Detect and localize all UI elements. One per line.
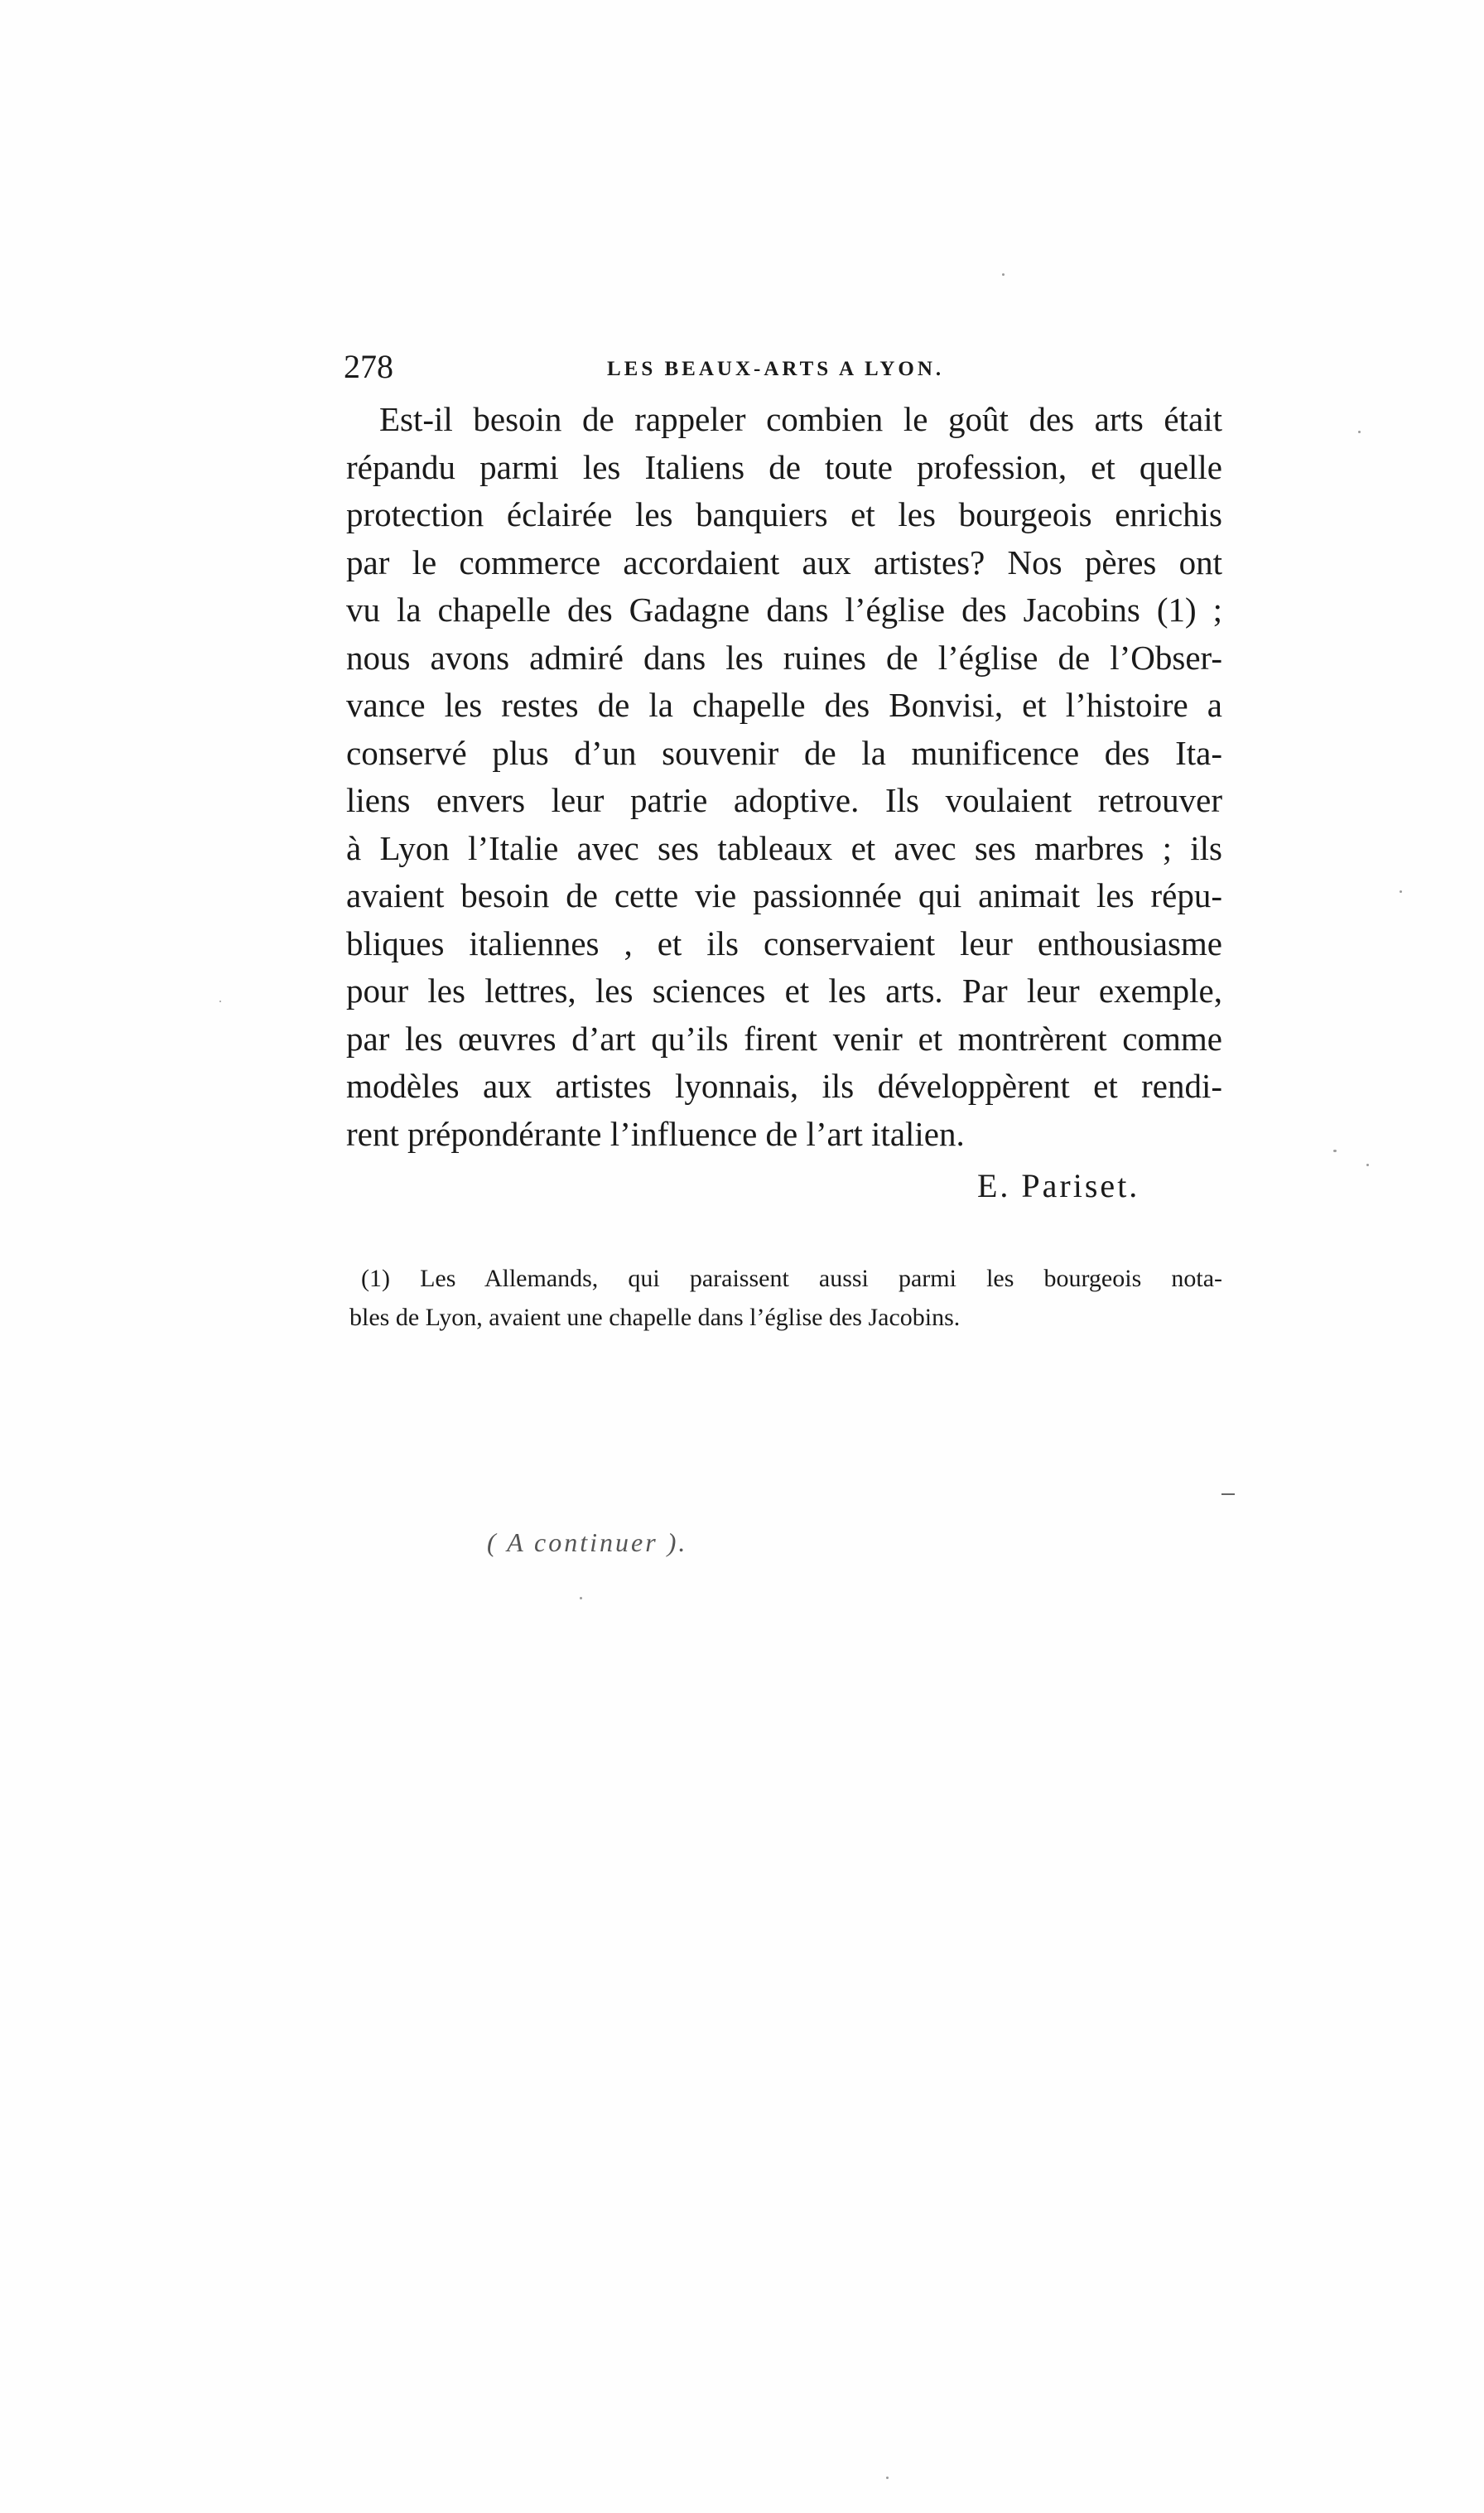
text-line: vance les restes de la chapelle des Bonvisi, et l’histoire a <box>346 686 1222 724</box>
scan-speck <box>1002 273 1005 276</box>
text-line: rent prépondérante l’influence de l’art italien. <box>346 1114 965 1153</box>
footnote-line: (1) Les Allemands, qui paraissent aussi parmi les bourgeois nota- <box>361 1265 1222 1292</box>
footnote <box>349 1259 1222 1337</box>
page-header <box>344 346 1221 388</box>
text-line: répandu parmi les Italiens de toute profession, et quelle <box>346 447 1222 486</box>
continued-note: ( A continuer ). <box>487 1527 688 1557</box>
text-line: avaient besoin de cette vie passionnée qui animait les répu- <box>346 876 1222 914</box>
stray-mark <box>1221 1493 1235 1495</box>
text-line: bliques italiennes , et ils conservaient leur enthousiasme <box>346 924 1222 962</box>
page-number: 278 <box>344 348 393 385</box>
scan-speck <box>1333 1150 1337 1152</box>
main-paragraph <box>346 396 1222 1158</box>
footnote-line: bles de Lyon, avaient une chapelle dans l’église des Jacobins. <box>349 1304 961 1331</box>
text-line: par les œuvres d’art qu’ils firent venir et montrèrent comme <box>346 1019 1222 1058</box>
text-line: modèles aux artistes lyonnais, ils développèrent et rendi- <box>346 1067 1222 1105</box>
author-signature: E. Pariset. <box>977 1167 1140 1204</box>
scan-speck <box>1366 1164 1369 1166</box>
text-line: vu la chapelle des Gadagne dans l’église des Jacobins (1) ; <box>346 591 1222 629</box>
scan-speck <box>219 1001 221 1002</box>
text-line: par le commerce accordaient aux artistes? Nos pères ont <box>346 543 1222 581</box>
scan-speck <box>886 2477 889 2479</box>
scan-speck <box>1358 431 1361 433</box>
text-line: pour les lettres, les sciences et les arts. Par leur exemple, <box>346 972 1222 1010</box>
text-line: liens envers leur patrie adoptive. Ils voulaient retrouver <box>346 781 1222 819</box>
scan-speck <box>580 1597 582 1599</box>
scan-speck <box>1400 890 1402 893</box>
text-line: protection éclairée les banquiers et les bourgeois enrichis <box>346 495 1222 533</box>
text-line: conservé plus d’un souvenir de la munificence des Ita- <box>346 733 1222 772</box>
text-line: Est-il besoin de rappeler combien le goût des arts était <box>379 400 1222 438</box>
text-line: à Lyon l’Italie avec ses tableaux et avec ses marbres ; ils <box>346 828 1222 867</box>
running-head: LES BEAUX-ARTS A LYON. <box>607 358 945 380</box>
text-line: nous avons admiré dans les ruines de l’église de l’Obser- <box>346 638 1222 677</box>
